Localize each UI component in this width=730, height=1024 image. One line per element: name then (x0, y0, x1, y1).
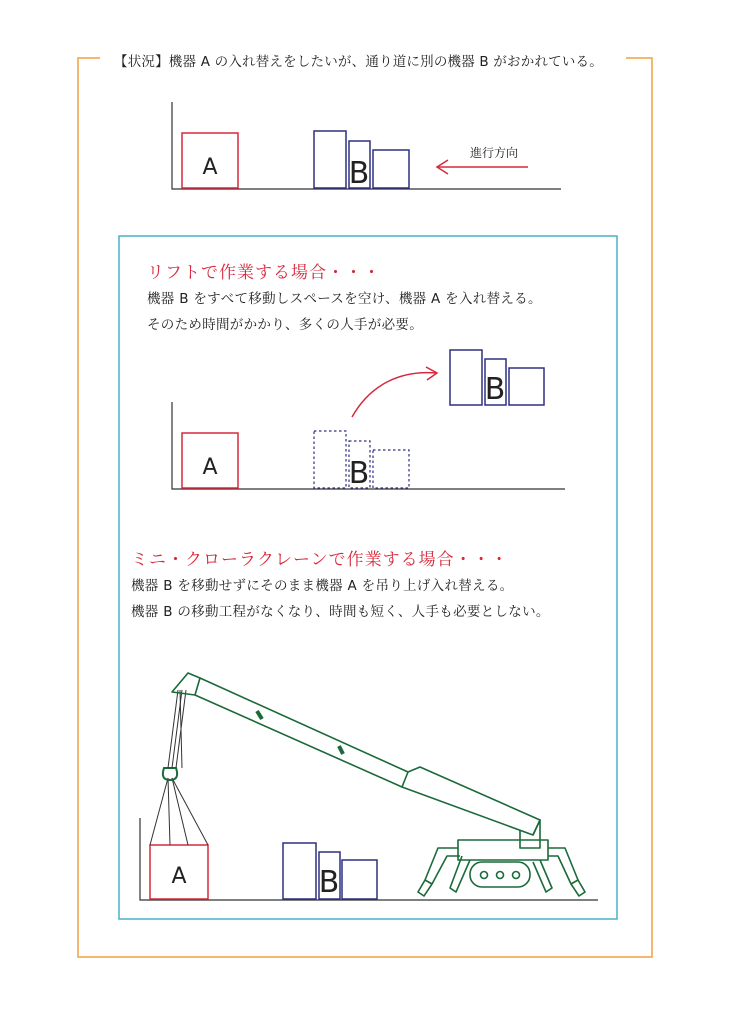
lift-machine-b-ghost-tall (314, 431, 346, 488)
crane-crawler (418, 840, 585, 896)
crane-boom (172, 673, 540, 848)
lift-machine-b-ghost-label: B (348, 456, 370, 491)
crane-machine-b-label: B (318, 865, 340, 900)
situation-machine-a-label: A (202, 155, 218, 180)
lift-machine-a-label: A (202, 455, 218, 480)
situation-machine-b-wide (373, 150, 409, 188)
lift-move-arrow (352, 367, 437, 417)
situation-machine-b-label: B (348, 156, 370, 191)
lift-section-title: リフトで作業する場合・・・ (147, 263, 381, 283)
crane-section-title: ミニ・クローラクレーンで作業する場合・・・ (131, 550, 509, 570)
crane-machine-b-tall (283, 843, 316, 899)
crane-hook (163, 768, 177, 780)
outer-frame (78, 58, 652, 957)
lift-description-line-1: 機器 B をすべて移動しスペースを空け、機器 A を入れ替える。 (147, 291, 542, 307)
lift-diagram (172, 350, 565, 491)
direction-label: 進行方向 (469, 146, 519, 160)
crane-machine-b-wide (342, 860, 377, 899)
direction-arrow (437, 160, 528, 174)
crane-machine-a-label: A (171, 864, 187, 889)
lift-machine-b-moved-wide (509, 368, 544, 405)
crane-description-line-1: 機器 B を移動せずにそのまま機器 A を吊り上げ入れ替える。 (131, 578, 514, 594)
crane-ropes (168, 690, 186, 768)
situation-machine-b-tall (314, 131, 346, 188)
crane-diagram (140, 673, 598, 900)
lift-description-line-2: そのため時間がかかり、多くの人手が必要。 (147, 317, 423, 333)
crane-slings (150, 778, 208, 845)
lift-machine-b-ghost-wide (373, 450, 409, 488)
situation-diagram (172, 102, 561, 191)
crane-description-line-2: 機器 B の移動工程がなくなり、時間も短く、人手も必要としない。 (131, 604, 550, 620)
lift-machine-b-moved-tall (450, 350, 482, 405)
lift-machine-b-moved-label: B (484, 372, 506, 407)
situation-title: 【状況】機器 A の入れ替えをしたいが、通り道に別の機器 B がおかれている。 (108, 50, 609, 70)
